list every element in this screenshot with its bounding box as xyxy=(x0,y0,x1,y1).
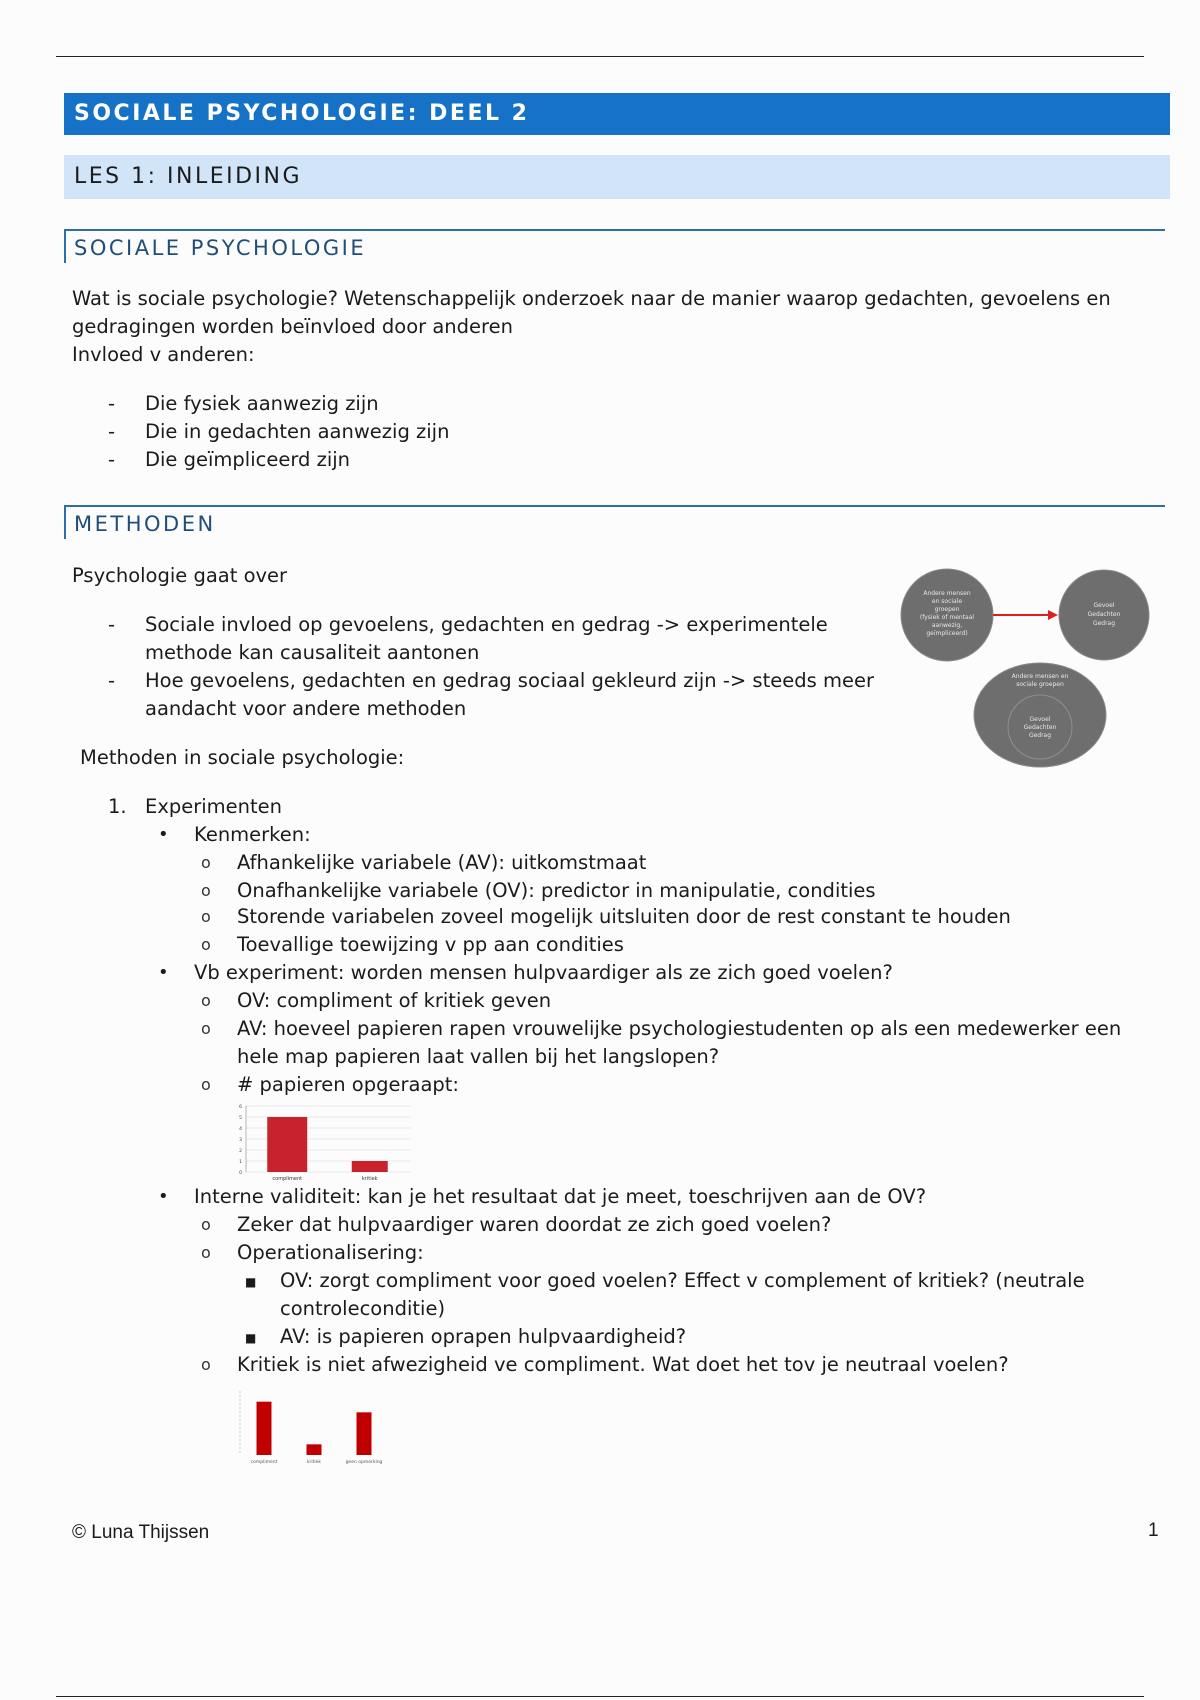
methoden-intro: Psychologie gaat over xyxy=(72,564,288,587)
circle-bullet-icon: o xyxy=(201,1355,211,1374)
bar-compliment xyxy=(257,1402,272,1455)
methoden-item-2-line-2: aandacht voor andere methoden xyxy=(145,697,467,720)
list-dash: - xyxy=(108,392,116,415)
circle-bullet-icon: o xyxy=(201,935,211,954)
bar-geen-opmerking xyxy=(357,1412,372,1455)
inner-line: Gedrag xyxy=(1028,732,1052,739)
document-title: SOCIALE PSYCHOLOGIE: DEEL 2 xyxy=(64,93,1170,135)
influence-item: Die fysiek aanwezig zijn xyxy=(145,392,379,415)
circle-bullet-icon: o xyxy=(201,881,211,900)
section-heading-sociale-psychologie: SOCIALE PSYCHOLOGIE xyxy=(64,229,1165,263)
bottom-rule xyxy=(56,1696,1144,1697)
circle-bullet-icon: o xyxy=(201,1019,211,1038)
y-tick-label: 2 xyxy=(239,1149,242,1154)
example-item-line-2: hele map papieren laat vallen bij het langslopen? xyxy=(237,1045,720,1068)
influence-label: Invloed v anderen: xyxy=(72,343,255,366)
example-experiment: Vb experiment: worden mensen hulpvaardiger als ze zich goed voelen? xyxy=(194,961,893,984)
validity-item: Kritiek is niet afwezigheid ve compliment. Wat doet het tov je neutraal voelen? xyxy=(237,1353,1009,1376)
definition-line-2: gedragingen worden beïnvloed door anderen xyxy=(72,315,513,338)
circle1-line: aanwezig, xyxy=(931,622,963,629)
bullet-icon: • xyxy=(158,824,169,845)
example-item-line-1: AV: hoeveel papieren rapen vrouwelijke psychologiestudenten op als een medewerker een xyxy=(237,1017,1122,1040)
operationalisation-item: AV: is papieren oprapen hulpvaardigheid? xyxy=(280,1325,687,1348)
methoden-item-1-line-2: methode kan causaliteit aantonen xyxy=(145,641,480,664)
papers-picked-chart xyxy=(236,1100,416,1184)
circle-bullet-icon: o xyxy=(201,853,211,872)
footer-page-number: 1 xyxy=(1148,1520,1159,1541)
circle1-line: en sociale xyxy=(931,598,963,605)
operationalisation-item-line-1: OV: zorgt compliment voor goed voelen? Effect v complement of kritiek? (neutrale xyxy=(280,1269,1085,1292)
y-tick-label: 5 xyxy=(239,1116,242,1121)
circle2-line: Gedachten xyxy=(1087,611,1121,618)
list-dash: - xyxy=(108,448,116,471)
x-tick-label: kritiek xyxy=(306,1460,322,1465)
outer-line: sociale groepen xyxy=(1016,681,1064,688)
top-rule xyxy=(56,56,1144,57)
circle-bullet-icon: o xyxy=(201,1075,211,1094)
circle-bullet-icon: o xyxy=(201,991,211,1010)
internal-validity: Interne validiteit: kan je het resultaat dat je meet, toeschrijven aan de OV? xyxy=(194,1185,927,1208)
circle1-line: (fysiek of mentaal xyxy=(919,614,975,621)
circle-bullet-icon: o xyxy=(201,1243,211,1262)
validity-item: Zeker dat hulpvaardiger waren doordat ze zich goed voelen? xyxy=(237,1213,832,1236)
list-dash: - xyxy=(108,613,116,636)
inner-line: Gedachten xyxy=(1023,724,1057,731)
kenmerken-label: Kenmerken: xyxy=(194,823,311,846)
lesson-heading: LES 1: INLEIDING xyxy=(64,155,1170,199)
y-tick-label: 3 xyxy=(239,1138,242,1143)
methoden-item-1-line-1: Sociale invloed op gevoelens, gedachten en gedrag -> experimentele xyxy=(145,613,828,636)
x-tick-label: geen opmerking xyxy=(345,1460,383,1465)
example-item: OV: compliment of kritiek geven xyxy=(237,989,552,1012)
x-tick-label: compliment xyxy=(250,1460,278,1465)
validity-item: Operationalisering: xyxy=(237,1241,424,1264)
circle-bullet-icon: o xyxy=(201,907,211,926)
list-dash: - xyxy=(108,420,116,443)
influence-item: Die in gedachten aanwezig zijn xyxy=(145,420,450,443)
bullet-icon: • xyxy=(158,962,169,983)
neutral-condition-chart xyxy=(236,1385,396,1465)
circle-bullet-icon: o xyxy=(201,1215,211,1234)
y-tick-label: 6 xyxy=(239,1105,242,1110)
kenmerk-item: Onafhankelijke variabele (OV): predictor in manipulatie, condities xyxy=(237,879,876,902)
definition-line-1: Wat is sociale psychologie? Wetenschappelijk onderzoek naar de manier waarop gedachten, gevoelens en xyxy=(72,287,1111,310)
circle1-line: geïmpliceerd) xyxy=(926,630,968,637)
arrow-head-icon xyxy=(1048,610,1058,620)
kenmerk-item: Toevallige toewijzing v pp aan condities xyxy=(237,933,624,956)
methoden-item-2-line-1: Hoe gevoelens, gedachten en gedrag sociaal gekleurd zijn -> steeds meer xyxy=(145,669,874,692)
section-heading-methoden: METHODEN xyxy=(64,505,1165,539)
circle1-line: groepen xyxy=(934,606,960,613)
bar-compliment xyxy=(267,1117,307,1172)
circle2-line: Gevoel xyxy=(1093,602,1115,609)
methods-in-social-psychology: Methoden in sociale psychologie: xyxy=(80,746,405,769)
experiments-label: Experimenten xyxy=(145,795,283,818)
list-number: 1. xyxy=(108,795,127,818)
kenmerk-item: Storende variabelen zoveel mogelijk uitsluiten door de rest constant te houden xyxy=(237,905,1011,928)
y-tick-label: 0 xyxy=(239,1171,242,1176)
social-influence-diagram xyxy=(890,565,1160,775)
square-bullet-icon: ■ xyxy=(245,1275,257,1289)
circle2-line: Gedrag xyxy=(1092,620,1116,627)
outer-line: Andere mensen en xyxy=(1011,673,1069,680)
operationalisation-item-line-2: controleconditie) xyxy=(280,1297,446,1320)
bar-kritiek xyxy=(352,1161,388,1172)
circle1-line: Andere mensen xyxy=(923,590,971,597)
y-tick-label: 4 xyxy=(239,1127,242,1132)
footer-author: © Luna Thijssen xyxy=(72,1522,210,1543)
x-tick-label: compliment xyxy=(272,1176,303,1182)
influence-item: Die geïmpliceerd zijn xyxy=(145,448,351,471)
y-tick-label: 1 xyxy=(239,1160,242,1165)
kenmerk-item: Afhankelijke variabele (AV): uitkomstmaat xyxy=(237,851,647,874)
bullet-icon: • xyxy=(158,1186,169,1207)
example-item: # papieren opgeraapt: xyxy=(237,1073,459,1096)
square-bullet-icon: ■ xyxy=(245,1331,257,1345)
inner-line: Gevoel xyxy=(1029,716,1051,723)
list-dash: - xyxy=(108,669,116,692)
bar-kritiek xyxy=(307,1444,322,1455)
x-tick-label: kritiek xyxy=(361,1176,378,1182)
